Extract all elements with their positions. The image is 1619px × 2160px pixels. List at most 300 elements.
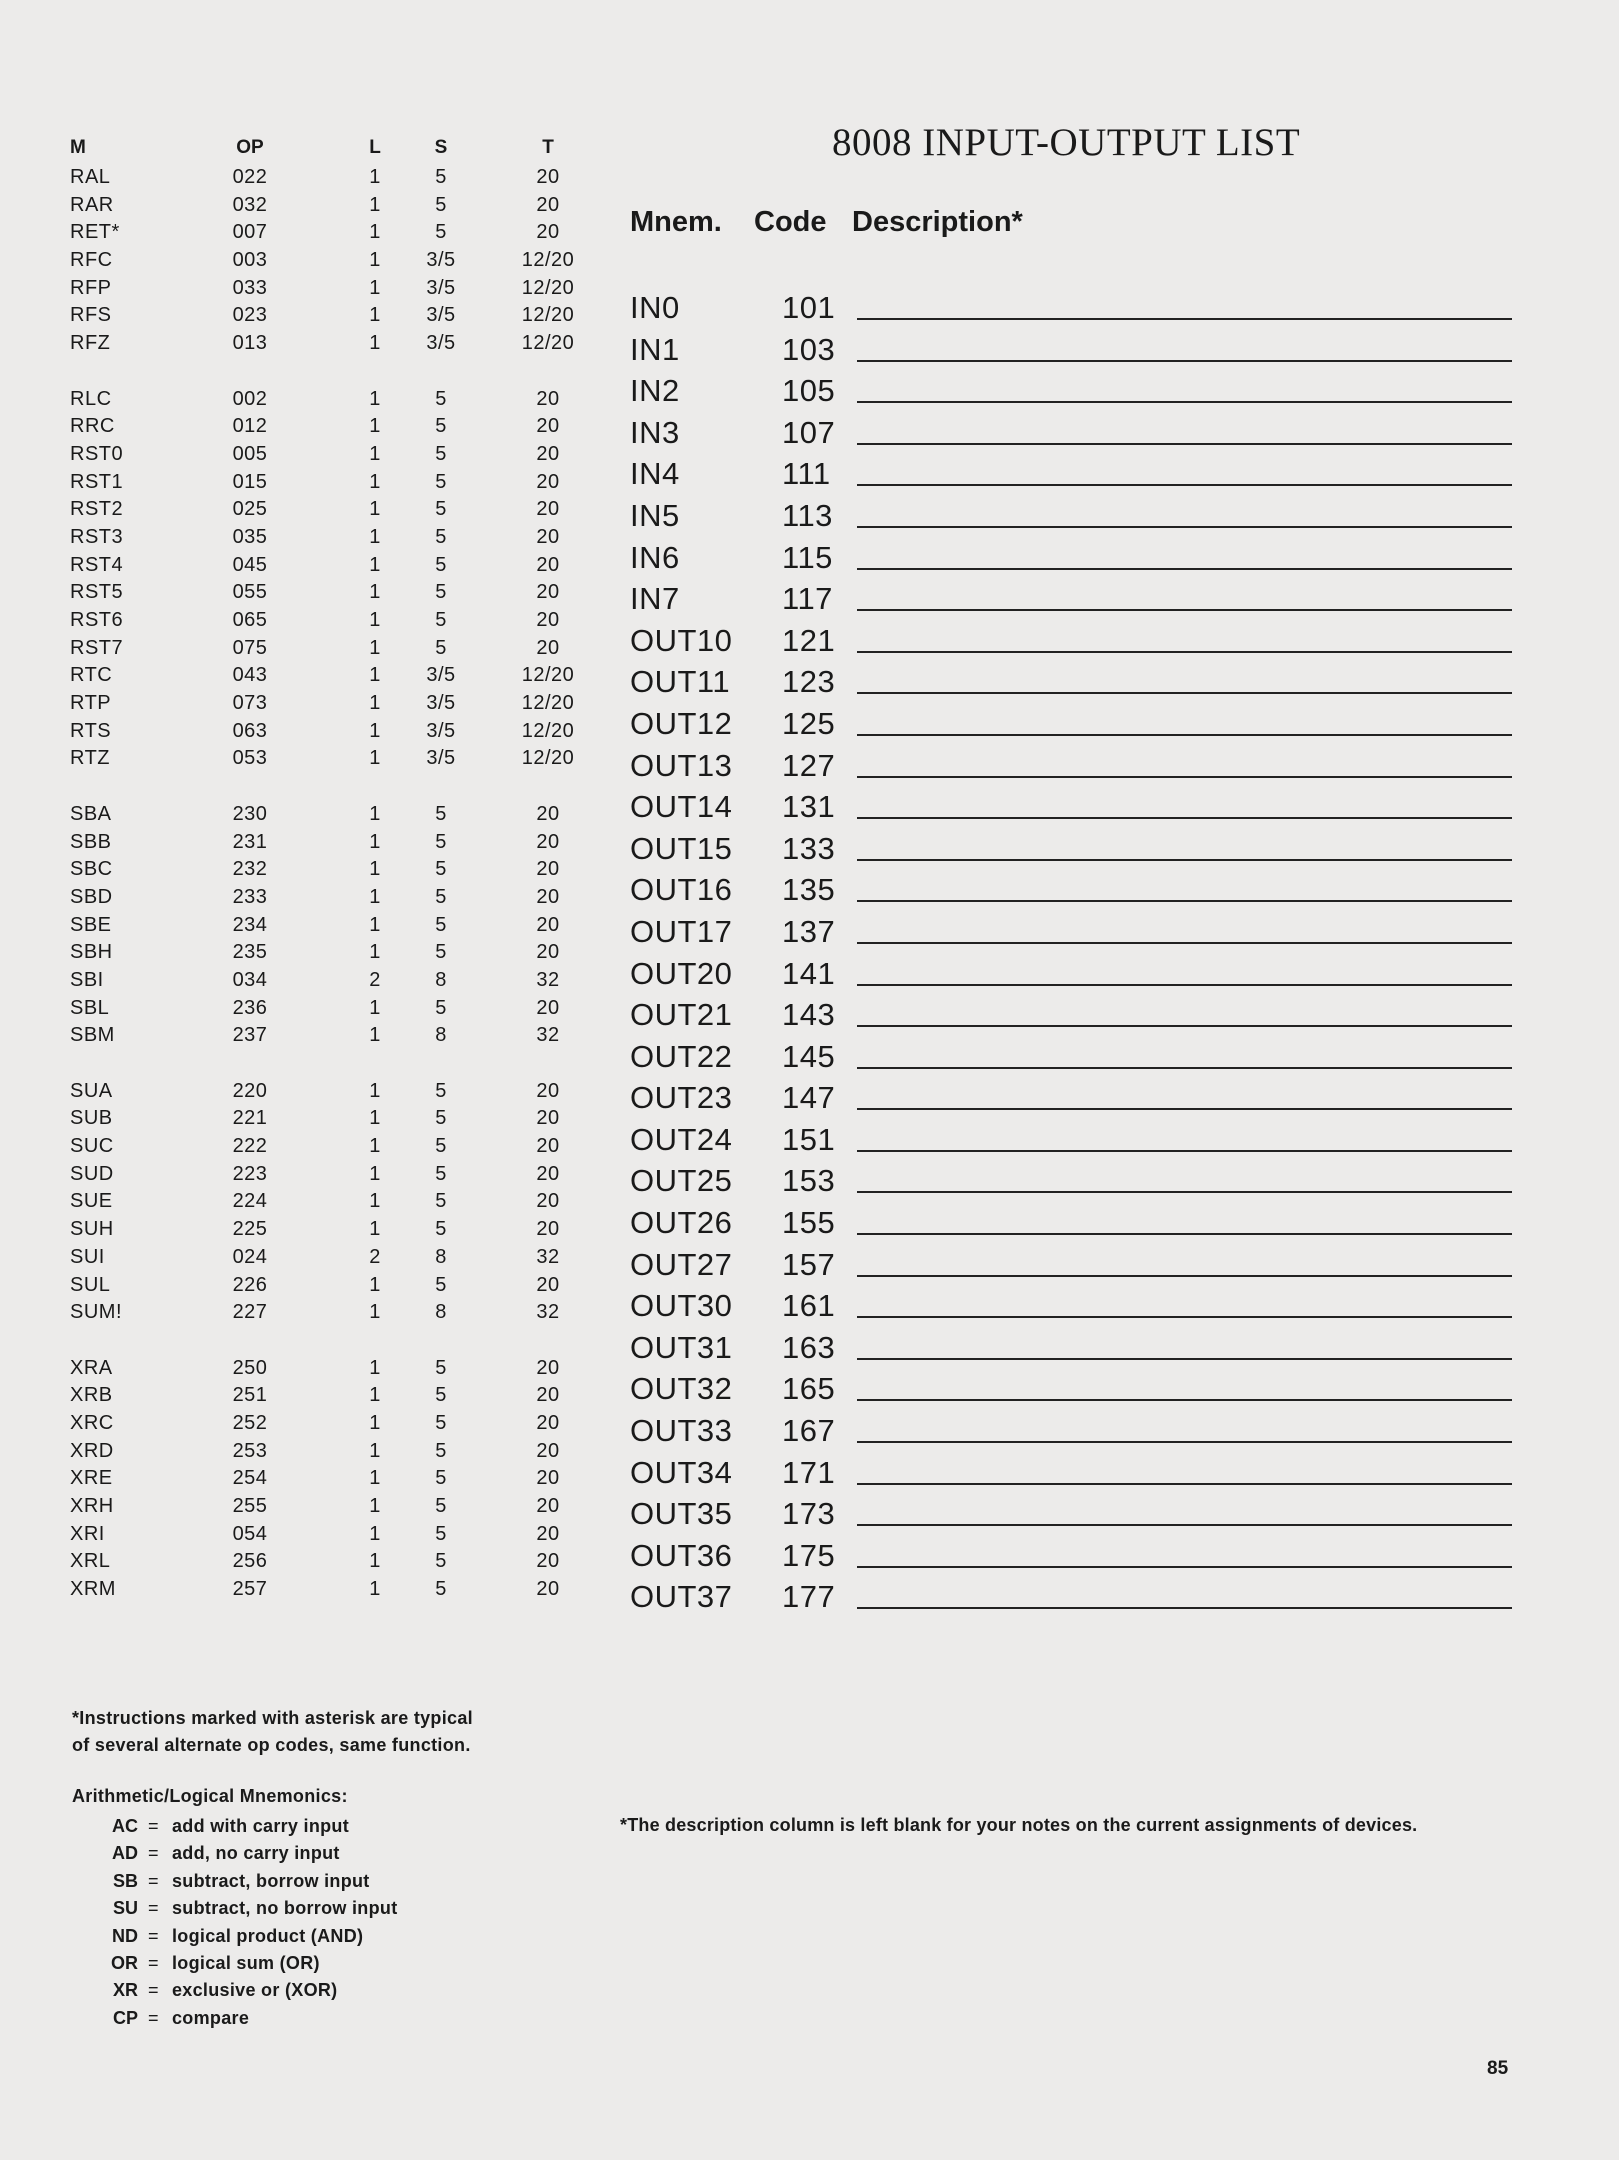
io-mnemonic: OUT34	[630, 1454, 733, 1490]
mnemonic-description: logical sum (OR)	[172, 1952, 320, 1973]
opcode-cell: 227	[232, 1301, 268, 1324]
mnemonic-cell: SBL	[70, 996, 110, 1019]
states-cell: 8	[435, 1301, 447, 1324]
opcode-cell: 023	[232, 304, 268, 327]
states-cell: 5	[435, 941, 447, 964]
states-cell: 5	[435, 442, 447, 465]
table-row	[68, 662, 575, 690]
table-row	[68, 1382, 560, 1410]
mnemonic-code: SU	[112, 1898, 138, 1919]
time-cell: 32	[536, 1024, 560, 1047]
mnemonic-cell: SBC	[70, 858, 113, 881]
io-list	[630, 288, 1515, 1619]
opcode-cell: 222	[232, 1135, 268, 1158]
time-cell: 20	[536, 1522, 560, 1545]
table-row	[68, 496, 560, 524]
length-cell: 1	[369, 1439, 381, 1462]
description-blank-line	[857, 1150, 1512, 1152]
io-code: 117	[782, 581, 833, 617]
length-cell: 1	[369, 249, 381, 272]
states-cell: 5	[435, 1162, 447, 1185]
io-list-item	[630, 1120, 1515, 1162]
opcode-cell: 034	[232, 968, 268, 991]
states-cell: 3/5	[426, 719, 456, 742]
io-list-item	[630, 1245, 1515, 1287]
io-list-item	[630, 1037, 1515, 1079]
time-cell: 20	[536, 166, 560, 188]
io-code: 103	[782, 331, 836, 367]
table-row	[68, 386, 560, 414]
io-mnemonic: OUT16	[630, 872, 733, 908]
states-cell: 5	[435, 470, 447, 493]
io-mnemonic: IN3	[630, 414, 680, 450]
description-blank-line	[857, 526, 1512, 528]
io-code: 127	[782, 747, 836, 783]
length-cell: 1	[369, 830, 381, 853]
states-cell: 5	[435, 498, 447, 521]
table-row	[68, 1133, 560, 1161]
length-cell: 1	[369, 996, 381, 1019]
io-mnemonic: OUT23	[630, 1080, 733, 1116]
mnemonic-description: add with carry input	[172, 1816, 350, 1836]
description-blank-line	[857, 360, 1512, 362]
header-l: L	[369, 137, 381, 158]
mnemonic-cell: SBA	[70, 802, 112, 825]
io-mnemonic: IN7	[630, 581, 680, 617]
io-list-item	[630, 621, 1515, 663]
io-code: 151	[782, 1121, 836, 1157]
states-cell: 5	[435, 193, 447, 216]
opcode-cell: 254	[232, 1467, 268, 1490]
states-cell: 5	[435, 1079, 447, 1102]
io-mnemonic: IN5	[630, 497, 680, 533]
io-mnemonic: IN2	[630, 373, 680, 409]
description-blank-line	[857, 1025, 1512, 1027]
header-mnem: Mnem.	[630, 206, 722, 238]
io-code: 105	[782, 373, 836, 409]
mnemonic-cell: XRM	[70, 1578, 116, 1601]
time-cell: 20	[536, 1384, 560, 1407]
table-row	[68, 1216, 560, 1244]
mnemonic-cell: SUA	[70, 1079, 113, 1102]
states-cell: 5	[435, 609, 447, 631]
io-list-item	[630, 912, 1515, 954]
mnemonic-cell: XRI	[70, 1522, 105, 1545]
length-cell: 1	[369, 525, 381, 548]
description-blank-line	[857, 1275, 1512, 1277]
description-blank-line	[857, 651, 1512, 653]
states-cell: 5	[435, 885, 447, 908]
time-cell: 20	[536, 1218, 560, 1241]
io-code: 173	[782, 1496, 836, 1532]
io-list-item	[630, 1328, 1515, 1370]
time-cell: 20	[536, 1107, 560, 1130]
mnemonic-cell: RST2	[70, 498, 124, 521]
opcode-table	[68, 134, 575, 1604]
description-blank-line	[857, 1441, 1512, 1443]
time-cell: 20	[536, 885, 560, 908]
opcode-cell: 063	[232, 719, 268, 742]
mnemonic-cell: XRE	[70, 1467, 113, 1490]
mnemonic-description: logical product (AND)	[172, 1925, 364, 1946]
io-mnemonic: OUT36	[630, 1537, 733, 1573]
states-cell: 5	[435, 387, 447, 410]
time-cell: 20	[536, 387, 560, 410]
time-cell: 20	[536, 415, 560, 438]
opcode-cell: 073	[232, 692, 268, 715]
table-row	[68, 1410, 560, 1438]
length-cell: 1	[369, 885, 381, 908]
opcode-cell: 013	[232, 332, 268, 355]
states-cell: 3/5	[426, 747, 456, 770]
states-cell: 3/5	[426, 664, 456, 687]
length-cell: 1	[369, 858, 381, 881]
header-t: T	[542, 137, 554, 158]
group-spacer	[68, 1327, 528, 1355]
mnemonic-cell: RTS	[70, 719, 112, 742]
io-mnemonic: OUT10	[630, 622, 733, 658]
io-mnemonic: OUT12	[630, 705, 733, 741]
mnemonic-cell: SBB	[70, 830, 112, 853]
description-blank-line	[857, 817, 1512, 819]
length-cell: 1	[369, 664, 381, 687]
opcode-cell: 065	[232, 609, 268, 631]
opcode-cell: 234	[232, 913, 268, 936]
length-cell: 1	[369, 1384, 381, 1407]
io-code: 101	[782, 290, 836, 325]
time-cell: 20	[536, 1190, 560, 1213]
io-list-item	[630, 787, 1515, 829]
length-cell: 1	[369, 1522, 381, 1545]
mnemonic-cell: RFC	[70, 249, 113, 272]
io-list-item	[630, 829, 1515, 871]
length-cell: 1	[369, 692, 381, 715]
time-cell: 20	[536, 1135, 560, 1158]
length-cell: 1	[369, 193, 381, 216]
states-cell: 3/5	[426, 276, 456, 299]
length-cell: 1	[369, 1079, 381, 1102]
opcode-cell: 024	[232, 1245, 268, 1268]
table-row	[68, 524, 560, 552]
description-blank-line	[857, 609, 1512, 611]
opcode-cell: 002	[232, 387, 268, 410]
io-mnemonic: OUT37	[630, 1579, 733, 1615]
io-list-item	[630, 1161, 1515, 1203]
asterisk-footnote	[72, 1705, 592, 1759]
opcode-cell: 230	[232, 802, 268, 825]
group-spacer	[68, 1050, 528, 1078]
opcode-cell: 253	[232, 1439, 268, 1462]
mnemonic-cell: RST4	[70, 553, 124, 576]
io-code: 167	[782, 1413, 836, 1449]
io-list-item	[630, 1369, 1515, 1411]
io-list-item	[630, 1411, 1515, 1453]
time-cell: 20	[536, 442, 560, 465]
table-row	[68, 330, 575, 358]
header-code: Code	[754, 206, 827, 238]
opcode-cell: 235	[232, 941, 268, 964]
mnemonic-cell: SUD	[70, 1162, 114, 1185]
opcode-cell: 256	[232, 1550, 268, 1573]
length-cell: 1	[369, 221, 381, 244]
length-cell: 1	[369, 1107, 381, 1130]
table-row	[68, 192, 560, 220]
opcode-cell: 015	[232, 470, 268, 493]
length-cell: 1	[369, 609, 381, 631]
io-list-item	[630, 1536, 1515, 1578]
mnemonic-cell: XRL	[70, 1550, 111, 1573]
description-footnote: *The description column is left blank for your notes on the current assignments of devices.	[620, 1815, 1418, 1835]
length-cell: 1	[369, 1495, 381, 1517]
length-cell: 1	[369, 332, 381, 355]
io-list-item	[630, 538, 1515, 580]
opcode-cell: 035	[232, 525, 268, 548]
mnemonic-cell: RFP	[70, 276, 112, 299]
table-row	[68, 275, 575, 303]
length-cell: 1	[369, 636, 381, 659]
io-list-item	[630, 995, 1515, 1037]
io-mnemonic: OUT11	[630, 664, 731, 700]
opcode-cell: 005	[232, 442, 268, 465]
table-row	[68, 1244, 560, 1272]
mnemonic-cell: XRD	[70, 1439, 114, 1462]
table-row	[68, 1355, 560, 1383]
mnemonic-cell: RST5	[70, 581, 124, 604]
states-cell: 5	[435, 636, 447, 659]
asterisk-footnote-line: of several alternate op codes, same function.	[72, 1735, 471, 1755]
time-cell: 20	[536, 830, 560, 853]
description-blank-line	[857, 1108, 1512, 1110]
mnemonic-description: subtract, borrow input	[172, 1870, 370, 1891]
states-cell: 5	[435, 1135, 447, 1158]
io-code: 137	[782, 913, 836, 949]
opcode-table-header	[68, 134, 554, 164]
header-s: S	[434, 137, 448, 158]
table-row	[68, 607, 560, 635]
length-cell: 1	[369, 1356, 381, 1379]
time-cell: 20	[536, 470, 560, 493]
description-blank-line	[857, 859, 1512, 861]
io-mnemonic: OUT21	[630, 997, 733, 1033]
description-blank-line	[857, 1316, 1512, 1318]
opcode-cell: 237	[232, 1024, 268, 1047]
mnemonic-cell: RFS	[70, 304, 112, 327]
mnemonic-cell: RLC	[70, 387, 112, 410]
mnemonic-code: OR	[111, 1952, 138, 1973]
table-row	[68, 441, 560, 469]
io-list-item	[630, 1286, 1515, 1328]
io-list-header	[630, 206, 1530, 246]
mnemonic-cell: SBH	[70, 941, 113, 964]
states-cell: 3/5	[426, 304, 456, 327]
time-cell: 20	[536, 193, 560, 216]
description-blank-line	[857, 692, 1512, 694]
io-mnemonic: OUT26	[630, 1205, 733, 1241]
table-row	[68, 912, 560, 940]
length-cell: 1	[369, 1411, 381, 1434]
states-cell: 3/5	[426, 692, 456, 715]
opcode-cell: 221	[232, 1107, 268, 1130]
mnemonic-cell: SBI	[70, 968, 104, 991]
table-row	[68, 1299, 560, 1327]
length-cell: 1	[369, 1550, 381, 1573]
mnemonic-description: subtract, no borrow input	[172, 1898, 398, 1919]
time-cell: 12/20	[521, 304, 575, 327]
io-code: 123	[782, 664, 836, 700]
opcode-cell: 231	[232, 830, 268, 853]
description-blank-line	[857, 1191, 1512, 1193]
time-cell: 12/20	[521, 747, 575, 770]
io-list-item	[630, 1453, 1515, 1495]
io-code: 141	[782, 955, 836, 991]
io-mnemonic: OUT13	[630, 747, 733, 783]
mnemonic-description: add, no carry input	[172, 1843, 340, 1864]
opcode-cell: 045	[232, 553, 268, 576]
header-m: M	[70, 137, 86, 158]
mnemonic-cell: SUL	[70, 1273, 111, 1296]
opcode-cell: 226	[232, 1273, 268, 1296]
opcode-cell: 033	[232, 276, 268, 299]
io-code: 131	[782, 789, 836, 825]
length-cell: 1	[369, 442, 381, 465]
io-code: 177	[782, 1579, 836, 1615]
length-cell: 1	[369, 1135, 381, 1158]
table-row	[68, 413, 560, 441]
table-row	[68, 469, 560, 497]
time-cell: 20	[536, 1550, 560, 1573]
opcode-cell: 223	[232, 1162, 268, 1185]
time-cell: 20	[536, 996, 560, 1019]
states-cell: 5	[435, 858, 447, 881]
mnemonic-cell: XRA	[70, 1356, 113, 1379]
time-cell: 20	[536, 525, 560, 548]
time-cell: 20	[536, 581, 560, 604]
time-cell: 20	[536, 1439, 560, 1462]
io-code: 145	[782, 1038, 836, 1074]
table-row	[68, 1548, 560, 1576]
opcode-cell: 032	[232, 193, 268, 216]
io-code: 163	[782, 1329, 836, 1365]
io-code: 153	[782, 1163, 836, 1199]
time-cell: 20	[536, 913, 560, 936]
io-list-item	[630, 454, 1515, 496]
equals-sign: =	[148, 1898, 159, 1919]
length-cell: 1	[369, 1024, 381, 1047]
io-code: 147	[782, 1080, 836, 1116]
mnemonic-code: XR	[112, 1980, 138, 2001]
mnemonic-cell: SUB	[70, 1107, 113, 1130]
time-cell: 20	[536, 802, 560, 825]
time-cell: 12/20	[521, 692, 575, 715]
time-cell: 12/20	[521, 719, 575, 742]
length-cell: 2	[369, 1245, 381, 1268]
io-list-item	[630, 371, 1515, 413]
group-spacer	[68, 358, 528, 386]
equals-sign: =	[148, 1952, 159, 1973]
length-cell: 1	[369, 1301, 381, 1324]
mnemonic-cell: RST7	[70, 636, 124, 659]
states-cell: 5	[435, 1522, 447, 1545]
mnemonic-cell: SBD	[70, 885, 113, 908]
mnemonic-cell: RST6	[70, 609, 124, 631]
time-cell: 20	[536, 941, 560, 964]
length-cell: 1	[369, 747, 381, 770]
length-cell: 1	[369, 913, 381, 936]
mnemonic-cell: RAL	[70, 166, 111, 188]
states-cell: 5	[435, 913, 447, 936]
table-row	[68, 939, 560, 967]
opcode-cell: 224	[232, 1190, 268, 1213]
table-row	[68, 967, 560, 995]
io-mnemonic: IN4	[630, 456, 680, 492]
io-code: 155	[782, 1205, 836, 1241]
io-code: 171	[782, 1454, 836, 1490]
time-cell: 20	[536, 1079, 560, 1102]
table-row	[68, 745, 575, 773]
opcode-cell: 257	[232, 1578, 268, 1601]
io-list-item	[630, 662, 1515, 704]
table-row	[68, 247, 575, 275]
description-blank-line	[857, 1566, 1512, 1568]
description-blank-line	[857, 900, 1512, 902]
mnemonic-cell: RTZ	[70, 747, 111, 770]
mnemonic-cell: XRB	[70, 1384, 113, 1407]
time-cell: 12/20	[521, 664, 575, 687]
opcode-cell: 255	[232, 1495, 268, 1517]
io-mnemonic: OUT14	[630, 789, 733, 825]
description-blank-line	[857, 1399, 1512, 1401]
states-cell: 3/5	[426, 332, 456, 355]
io-list-item	[630, 870, 1515, 912]
table-row	[68, 1188, 560, 1216]
time-cell: 32	[536, 1245, 560, 1268]
opcode-cell: 251	[232, 1384, 268, 1407]
description-blank-line	[857, 484, 1512, 486]
io-mnemonic: OUT35	[630, 1496, 733, 1532]
states-cell: 5	[435, 1439, 447, 1462]
opcode-cell: 232	[232, 858, 268, 881]
states-cell: 5	[435, 1467, 447, 1490]
io-list-item	[630, 413, 1515, 455]
io-mnemonic: OUT33	[630, 1413, 733, 1449]
states-cell: 5	[435, 830, 447, 853]
opcode-cell: 012	[232, 415, 268, 438]
io-code: 143	[782, 997, 836, 1033]
io-mnemonic: OUT25	[630, 1163, 733, 1199]
description-blank-line	[857, 942, 1512, 944]
io-code: 165	[782, 1371, 836, 1407]
io-code: 175	[782, 1537, 836, 1573]
states-cell: 3/5	[426, 249, 456, 272]
io-mnemonic: OUT15	[630, 830, 733, 866]
opcode-cell: 053	[232, 747, 268, 770]
mnemonic-cell: RET*	[70, 221, 120, 244]
states-cell: 5	[435, 996, 447, 1019]
table-row	[68, 801, 560, 829]
mnemonic-code: CP	[112, 2007, 138, 2028]
mnemonic-cell: RST3	[70, 525, 124, 548]
description-blank-line	[857, 984, 1512, 986]
length-cell: 1	[369, 1578, 381, 1601]
io-code: 161	[782, 1288, 836, 1324]
io-list-item	[630, 746, 1515, 788]
mnemonic-cell: SUH	[70, 1218, 114, 1241]
io-code: 125	[782, 705, 836, 741]
equals-sign: =	[148, 1870, 159, 1891]
table-row	[68, 1161, 560, 1189]
opcode-cell: 003	[232, 249, 268, 272]
mnemonic-cell: RFZ	[70, 332, 111, 355]
